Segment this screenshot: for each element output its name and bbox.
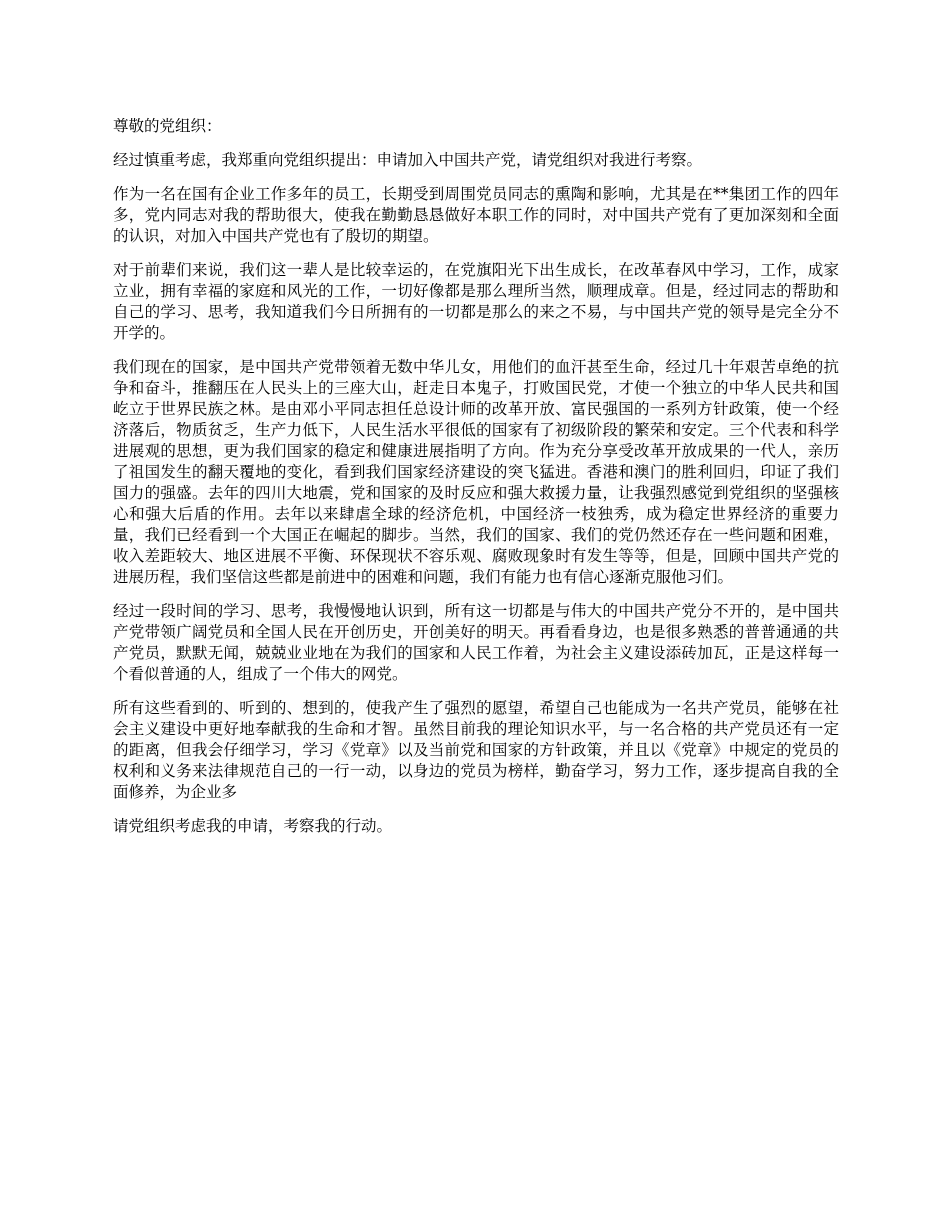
closing-line: 请党组织考虑我的申请，考察我的行动。	[113, 817, 393, 835]
document-body	[113, 116, 839, 850]
paragraph-3: 对于前辈们来说，我们这一辈人是比较幸运的，在党旗阳光下出生成长，在改革春风中学习，工作，成家立业，拥有幸福的家庭和风光的工作，一切好像都是那么理所当然，顺理成章。但是，经过同志的帮助和自己的学习、思考，我知道我们今日所拥有的一切都是那么的来之不易，与中国共产党的领导是完全分不开学的。	[113, 261, 839, 342]
paragraph-1: 经过慎重考虑，我郑重向党组织提出：申请加入中国共产党，请党组织对我进行考察。	[113, 151, 703, 169]
paragraph-2: 作为一名在国有企业工作多年的员工，长期受到周围党员同志的熏陶和影响，尤其是在**集团工作的四年多，党内同志对我的帮助很大，使我在勤勤恳恳做好本职工作的同时，对中国共产党有了更加深刻和全面的认识，对加入中国共产党也有了殷切的期望。	[113, 185, 839, 245]
paragraph-5: 经过一段时间的学习、思考，我慢慢地认识到，所有这一切都是与伟大的中国共产党分不开的，是中国共产党带领广阔党员和全国人民在开创历史，开创美好的明天。再看看身边，也是很多熟悉的普普通通的共产党员，默默无闻，兢兢业业地在为我们的国家和人民工作着，为社会主义建设添砖加瓦，正是这样每一个看似普通的人，组成了一个伟大的网党。	[113, 602, 839, 683]
salutation: 尊敬的党组织：	[113, 117, 222, 135]
paragraph-4: 我们现在的国家，是中国共产党带领着无数中华儿女，用他们的血汗甚至生命，经过几十年艰苦卓绝的抗争和奋斗，推翻压在人民头上的三座大山，赶走日本鬼子，打败国民党，才使一个独立的中华人民共和国屹立于世界民族之林。是由邓小平同志担任总设计师的改革开放、富民强国的一系列方针政策，使一个经济落后，物质贫乏，生产力低下，人民生活水平很低的国家有了初级阶段的繁荣和安定。三个代表和科学进展观的思想，更为我们国家的稳定和健康进展指明了方向。作为充分享受改革开放成果的一代人，亲历了祖国发生的翻天覆地的变化，看到我们国家经济建设的突飞猛进。香港和澳门的胜利回归，印证了我们国力的强盛。去年的四川大地震，党和国家的及时反应和强大救援力量，让我强烈感觉到党组织的坚强核心和强大后盾的作用。去年以来肆虐全球的经济危机，中国经济一枝独秀，成为稳定世界经济的重要力量，我们已经看到一个大国正在崛起的脚步。当然，我们的国家、我们的党仍然还存在一些问题和困难，收入差距较大、地区进展不平衡、环保现状不容乐观、腐败现象时有发生等等，但是，回顾中国共产党的进展历程，我们坚信这些都是前进中的困难和问题，我们有能力也有信心逐渐克服他习们。	[113, 358, 839, 586]
paragraph-6: 所有这些看到的、听到的、想到的，使我产生了强烈的愿望，希望自己也能成为一名共产党员，能够在社会主义建设中更好地奉献我的生命和才智。虽然目前我的理论知识水平，与一名合格的共产党员还有一定的距离，但我会仔细学习，学习《党章》以及当前党和国家的方针政策，并且以《党章》中规定的党员的权利和义务来法律规范自己的一行一动，以身边的党员为榜样，勤奋学习，努力工作，逐步提高自我的全面修养，为企业多	[113, 699, 839, 801]
